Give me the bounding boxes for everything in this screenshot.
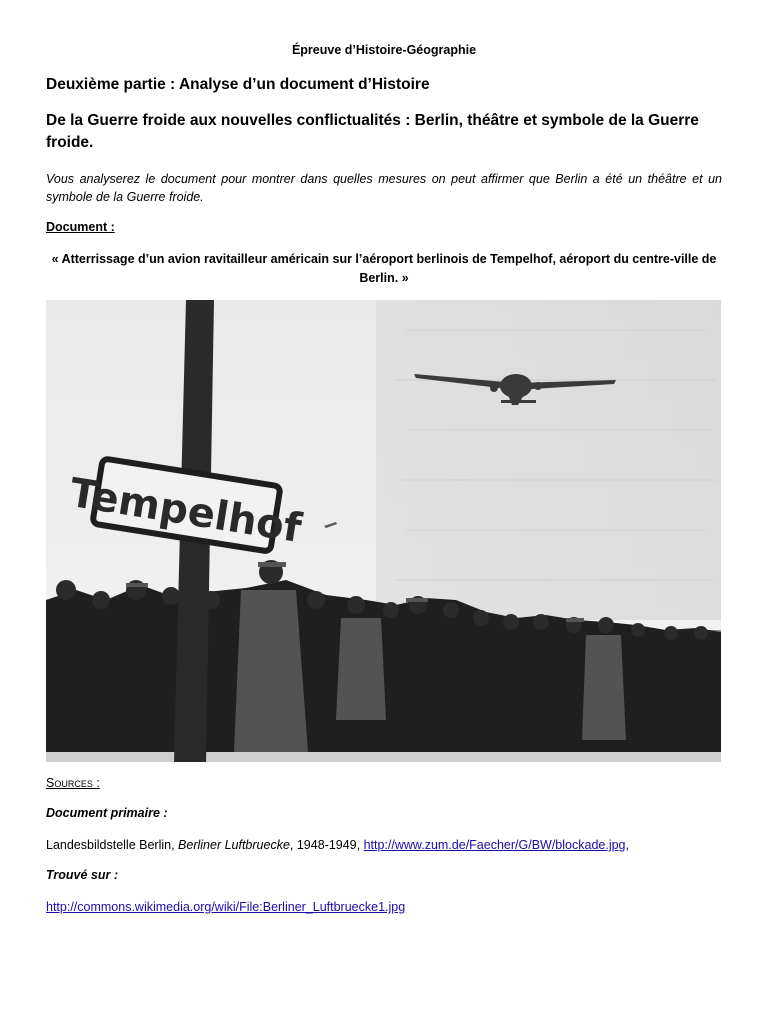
found-on-label: Trouvé sur :	[46, 868, 119, 882]
subject-title: De la Guerre froide aux nouvelles conflictualités : Berlin, théâtre et symbole de la Guerre froide.	[46, 112, 699, 151]
primary-source-line	[46, 838, 629, 852]
document-label: Document :	[46, 220, 115, 234]
source-author: Landesbildstelle Berlin,	[46, 838, 179, 852]
tempelhof-photo	[46, 300, 721, 762]
source-end: ,	[625, 838, 629, 852]
document-caption: « Atterrissage d’un avion ravitailleur américain sur l’aéroport berlinois de Tempelhof, aéroport du centre-ville de Berlin. »	[51, 252, 717, 285]
exam-header: Épreuve d’Histoire-Géographie	[291, 43, 477, 57]
wikimedia-link[interactable]: http://commons.wikimedia.org/wiki/File:Berliner_Luftbruecke1.jpg	[46, 900, 406, 914]
instruction-text: Vous analyserez le document pour montrer dans quelles mesures on peut affirmer que Berlin a été un théâtre et un symbole de la Guerre froide.	[46, 172, 722, 204]
found-on-line	[46, 900, 405, 914]
part-title: Deuxième partie : Analyse d’un document d’Histoire	[46, 76, 430, 93]
sources-label: Sources :	[46, 776, 100, 790]
source-title: Berliner Luftbruecke	[178, 838, 290, 852]
source-date: , 1948-1949,	[289, 838, 364, 852]
primary-source-link[interactable]: http://www.zum.de/Faecher/G/BW/blockade.jpg	[363, 838, 626, 852]
primary-doc-label: Document primaire :	[46, 806, 168, 820]
svg-text:Tempelhof: Tempelhof	[66, 469, 305, 552]
